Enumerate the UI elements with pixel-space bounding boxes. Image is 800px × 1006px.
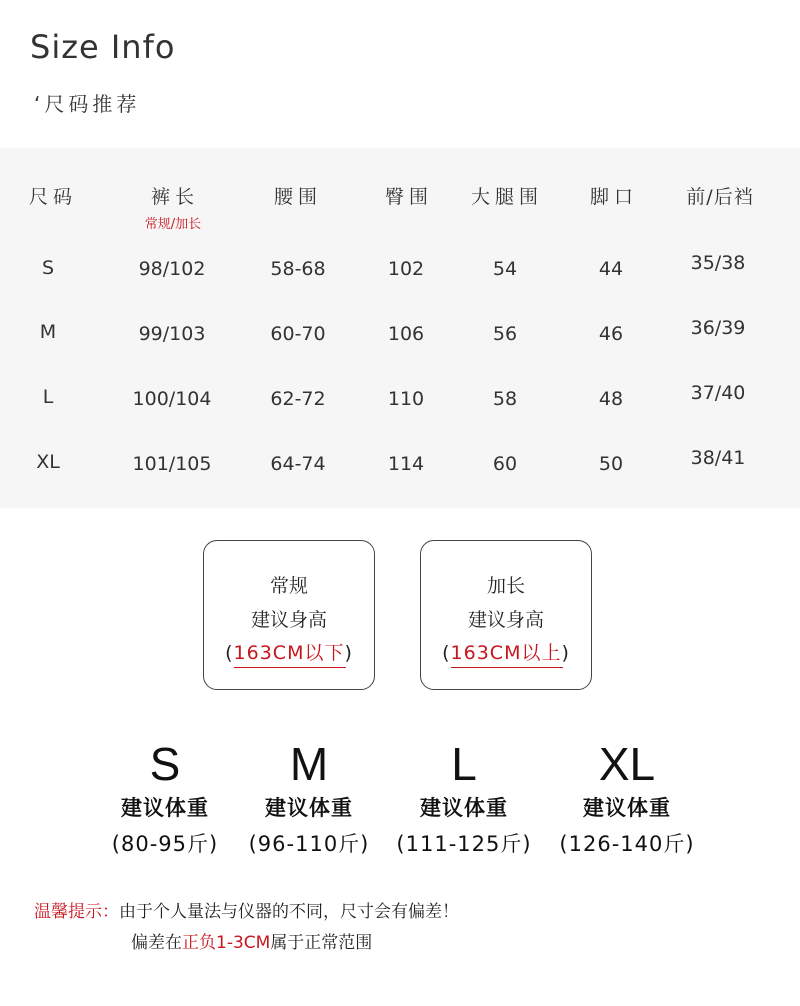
table-cell: M	[39, 321, 57, 343]
table-cell: 46	[598, 323, 624, 345]
tips-prefix: 偏差在	[131, 933, 182, 953]
weight-range: (80-95斤)	[111, 832, 219, 856]
size-letter: L	[451, 738, 477, 790]
column-header-length: 裤长	[150, 186, 200, 208]
card-range-value: 163CM以下	[233, 642, 345, 664]
column-header-waist: 腰围	[273, 186, 323, 208]
table-cell: 60-70	[270, 323, 326, 345]
paren-open: (	[225, 642, 234, 664]
card-range-value: 163CM以上	[450, 642, 562, 664]
card-underline	[234, 667, 346, 668]
table-cell: 37/40	[690, 382, 746, 404]
weight-column-l	[396, 738, 531, 858]
weight-range: (111-125斤)	[396, 832, 532, 856]
weight-column-m	[249, 738, 370, 858]
card-underline	[451, 667, 563, 668]
table-cell: 35/38	[690, 252, 746, 274]
table-cell: 100/104	[132, 388, 212, 410]
table-cell: 50	[598, 453, 624, 475]
paren-open: (	[442, 642, 451, 664]
weight-label: 建议体重	[582, 796, 671, 820]
table-cell: 62-72	[270, 388, 326, 410]
table-cell: 44	[598, 258, 624, 280]
table-cell: 102	[387, 258, 425, 280]
table-cell: L	[42, 386, 54, 408]
table-cell: 56	[492, 323, 518, 345]
table-cell: 99/103	[138, 323, 206, 345]
column-header-rise: 前/后裆	[686, 186, 754, 208]
tips-highlight: 正负1-3CM	[182, 933, 271, 953]
weight-label: 建议体重	[120, 796, 209, 820]
table-cell: 38/41	[690, 447, 746, 469]
weight-label: 建议体重	[419, 796, 508, 820]
height-card-long	[420, 540, 592, 690]
table-cell: S	[41, 257, 55, 279]
weight-column-s	[112, 738, 218, 858]
table-cell: 114	[387, 453, 425, 475]
paren-close: )	[344, 642, 353, 664]
table-cell: 64-74	[270, 453, 326, 475]
table-cell: 106	[387, 323, 425, 345]
table-cell: 48	[598, 388, 624, 410]
card-type: 常规	[269, 575, 308, 597]
column-header-thigh: 大腿围	[470, 186, 544, 208]
size-letter: XL	[598, 738, 656, 790]
table-cell: 58	[492, 388, 518, 410]
column-header-size: 尺码	[28, 186, 78, 208]
weight-column-xl	[559, 738, 694, 858]
height-card-regular	[203, 540, 375, 690]
size-letter: S	[149, 738, 181, 790]
paren-close: )	[561, 642, 570, 664]
weight-range: (126-140斤)	[559, 832, 695, 856]
card-range	[421, 638, 591, 665]
column-header-length-note: 常规/加长	[144, 217, 202, 232]
tips-suffix: 属于正常范围	[270, 933, 373, 953]
weight-range: (96-110斤)	[248, 832, 370, 856]
size-table	[0, 148, 800, 508]
page-subtitle: ‘尺码推荐	[34, 92, 141, 116]
card-range	[204, 638, 374, 665]
table-cell: 60	[492, 453, 518, 475]
table-cell: 110	[387, 388, 425, 410]
size-letter: M	[289, 738, 329, 790]
weight-label: 建议体重	[265, 796, 353, 820]
table-cell: 54	[492, 258, 518, 280]
card-label: 建议身高	[467, 609, 544, 631]
column-header-hip: 臀围	[384, 186, 434, 208]
tips-text: 由于个人量法与仪器的不同，尺寸会有偏差！	[119, 902, 459, 922]
page-title: Size Info	[30, 28, 176, 66]
tips-label: 温馨提示：	[34, 902, 119, 922]
card-label: 建议身高	[250, 609, 327, 631]
table-cell: 101/105	[132, 453, 212, 475]
tips-line-2	[131, 928, 372, 953]
table-cell: 36/39	[690, 317, 746, 339]
table-cell: 98/102	[138, 258, 206, 280]
table-cell: 58-68	[270, 258, 326, 280]
column-header-hem: 脚口	[589, 186, 639, 208]
card-type: 加长	[486, 575, 525, 597]
table-cell: XL	[36, 451, 60, 473]
tips-line-1	[34, 897, 459, 922]
